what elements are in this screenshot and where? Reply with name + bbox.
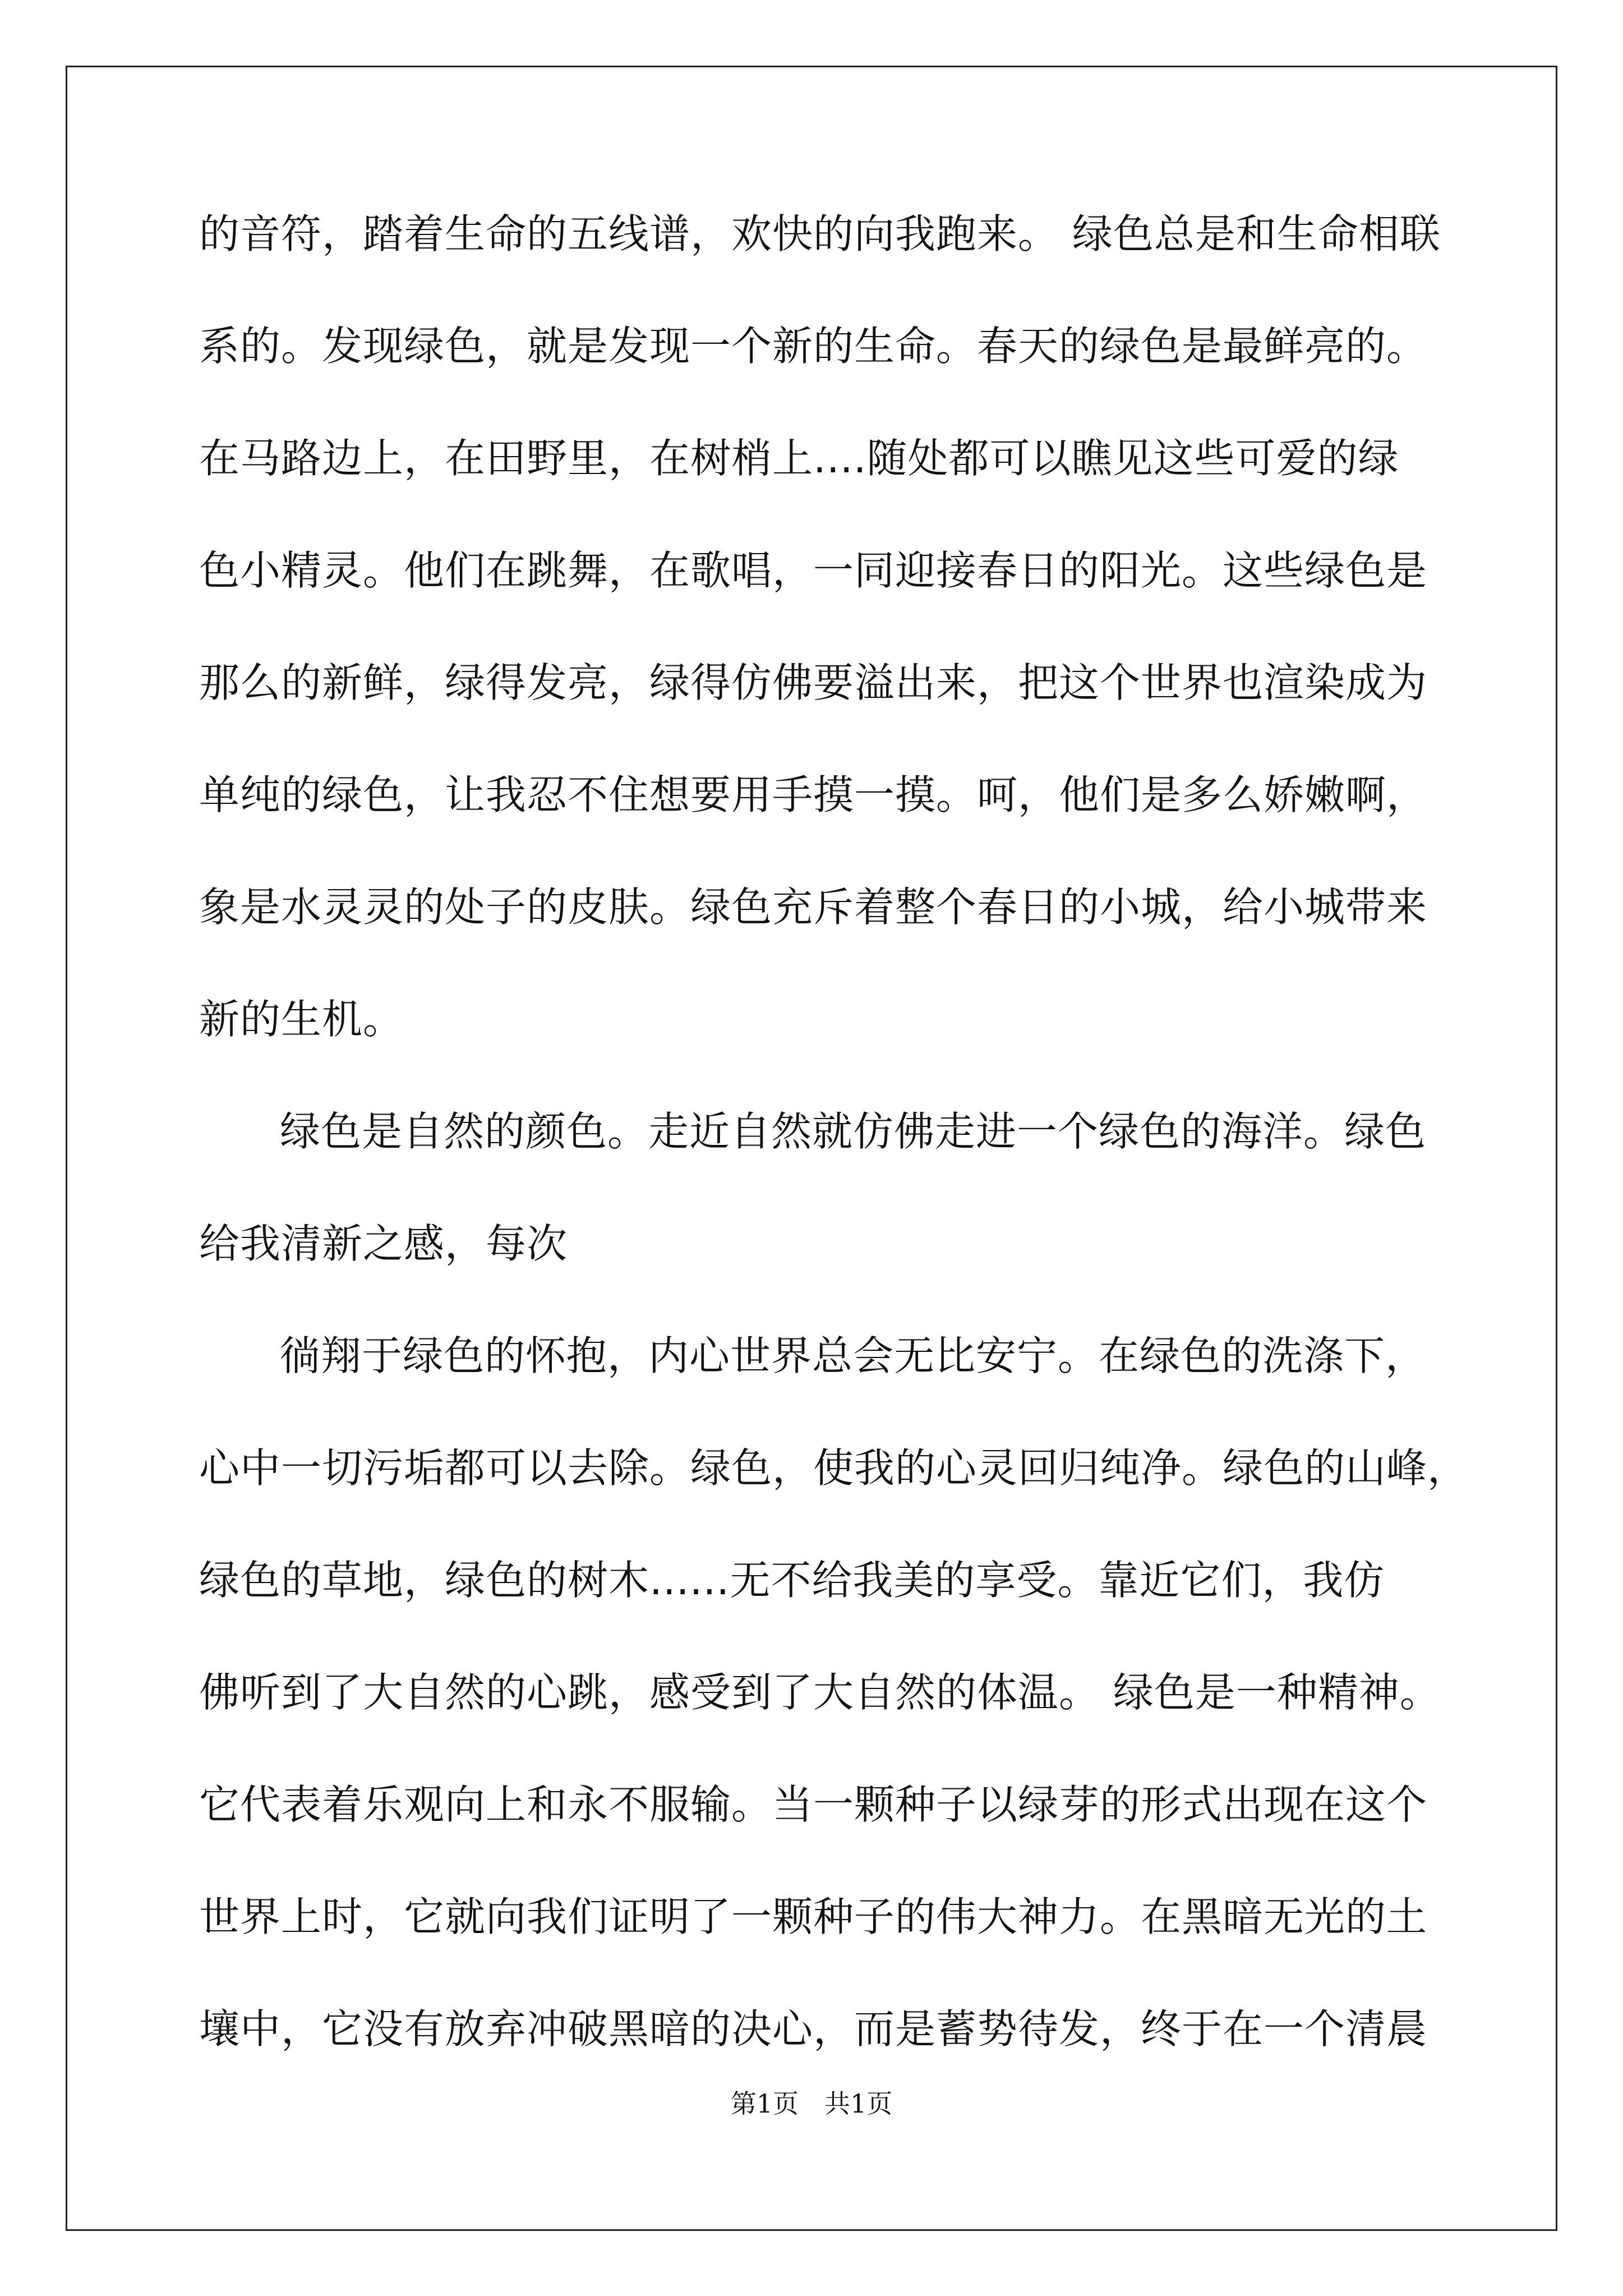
text-line: 它代表着乐观向上和永不服输。当一颗种子以绿芽的形式出现在这个	[199, 1781, 1428, 1828]
document-body	[199, 210, 1469, 2117]
text-line: 佛听到了大自然的心跳，感受到了大自然的体温。 绿色是一种精神。	[199, 1669, 1441, 1716]
text-line: 色小精灵。他们在跳舞，在歌唱，一同迎接春日的阳光。这些绿色是	[199, 547, 1428, 594]
text-line: 壤中，它没有放弃冲破黑暗的决心，而是蓄势待发，终于在一个清晨	[199, 2005, 1428, 2053]
text-line: 那么的新鲜，绿得发亮，绿得仿佛要溢出来，把这个世界也渲染成为	[199, 659, 1428, 706]
text-line: 单纯的绿色，让我忍不住想要用手摸一摸。呵，他们是多么娇嫩啊，	[199, 771, 1428, 818]
page-number-footer: 第1页 共1页	[730, 2088, 893, 2119]
text-line: 的音符，踏着生命的五线谱，欢快的向我跑来。 绿色总是和生命相联	[199, 210, 1441, 257]
text-line: 系的。发现绿色，就是发现一个新的生命。春天的绿色是最鲜亮的。	[199, 323, 1428, 370]
text-line: 绿色的草地，绿色的树木......无不给我美的享受。靠近它们，我仿	[199, 1557, 1385, 1604]
text-line: 在马路边上，在田野里，在树梢上....随处都可以瞧见这些可爱的绿	[199, 435, 1399, 482]
text-line: 世界上时，它就向我们证明了一颗种子的伟大神力。在黑暗无光的土	[199, 1893, 1428, 1940]
text-line: 给我清新之感，每次	[199, 1220, 568, 1267]
text-line: 新的生机。	[199, 996, 404, 1043]
text-line: 徜翔于绿色的怀抱，内心世界总会无比安宁。在绿色的洗涤下，	[280, 1332, 1427, 1379]
text-line: 心中一切污垢都可以去除。绿色，使我的心灵回归纯净。绿色的山峰，	[199, 1444, 1469, 1492]
text-line: 绿色是自然的颜色。走近自然就仿佛走进一个绿色的海洋。绿色	[280, 1108, 1427, 1155]
text-line: 象是水灵灵的处子的皮肤。绿色充斥着整个春日的小城，给小城带来	[199, 884, 1428, 931]
